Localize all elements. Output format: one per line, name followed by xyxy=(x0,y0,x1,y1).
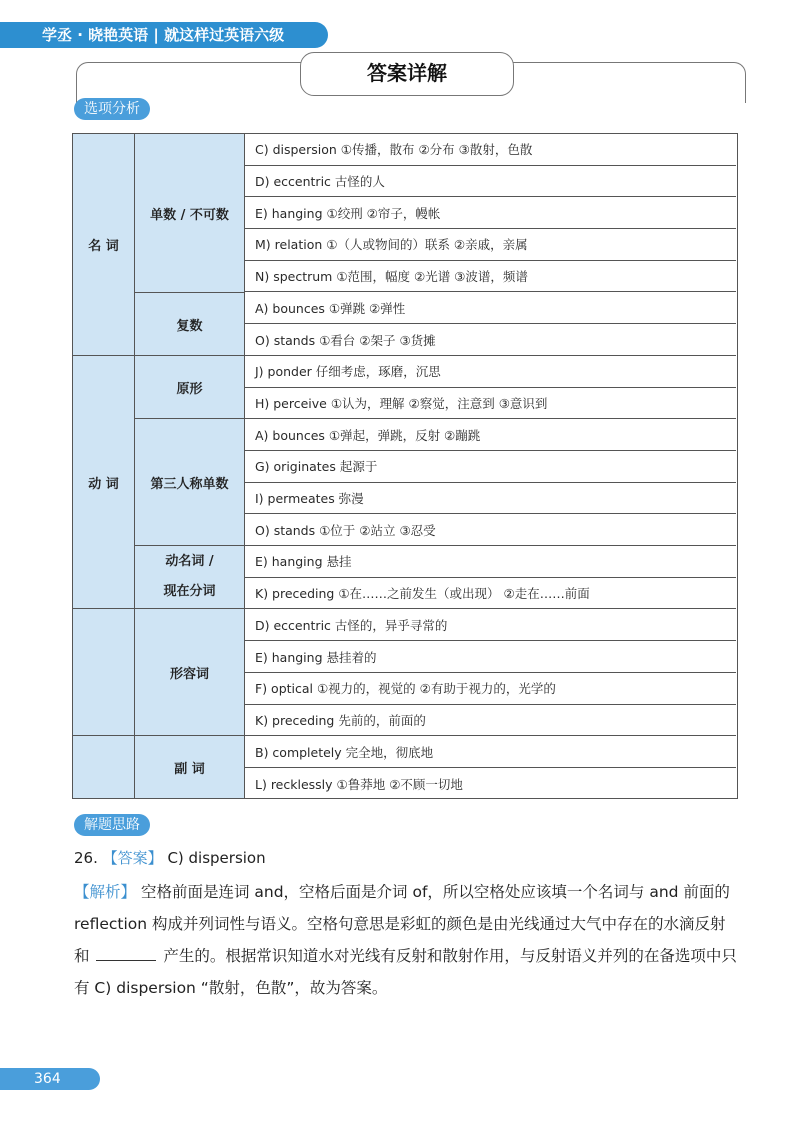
table-row: G) originates 起源于 xyxy=(245,451,736,483)
options-table xyxy=(72,133,738,799)
sub-label: 现在分词 xyxy=(163,584,216,599)
table-row: D) eccentric 古怪的，异乎寻常的 xyxy=(245,610,736,642)
analysis-tag: 【解析】 xyxy=(74,883,137,901)
sub-plural xyxy=(135,293,245,356)
table-row: K) preceding ①在……之前发生（或出现） ②走在……前面 xyxy=(245,578,736,610)
page-title: 答案详解 xyxy=(300,52,514,96)
table-row: I) permeates 弥漫 xyxy=(245,483,736,515)
answer-tag: 【答案】 xyxy=(102,849,163,867)
entries-column xyxy=(245,134,736,798)
book-header-text: 学丞 · 晓艳英语 | 就这样过英语六级 xyxy=(42,26,285,44)
book-header-tab xyxy=(0,22,328,48)
sub-label: 复数 xyxy=(176,318,203,334)
answer-value: C) dispersion xyxy=(167,849,266,867)
analysis-text-1: 空格前面是连词 and，空格后面是介词 of，所以空格处应该填一个名词与 and 前面的 reflection 构成并列词性与语义。空格句意思是彩虹的颜色是由光线通过大气中存在的水滴反射和 xyxy=(74,883,730,965)
table-row: A) bounces ①弹起，弹跳，反射 ②蹦跳 xyxy=(245,419,736,451)
table-row: E) hanging 悬挂着的 xyxy=(245,641,736,673)
table-row: O) stands ①看台 ②架子 ③货摊 xyxy=(245,324,736,356)
sub-label: 副 词 xyxy=(174,761,205,777)
subcategory-column xyxy=(135,134,245,798)
page-number: 364 xyxy=(0,1068,100,1090)
sub-base-form xyxy=(135,356,245,419)
table-row: K) preceding 先前的，前面的 xyxy=(245,705,736,737)
table-row: C) dispersion ①传播，散布 ②分布 ③散射，色散 xyxy=(245,134,736,166)
pos-cell-noun xyxy=(73,134,135,356)
sub-gerund xyxy=(135,546,245,609)
sub-label: 原形 xyxy=(176,381,203,397)
pos-label: 名 词 xyxy=(88,239,119,254)
table-row: N) spectrum ①范围，幅度 ②光谱 ③波谱，频谱 xyxy=(245,261,736,293)
sub-label: 形容词 xyxy=(169,666,209,682)
table-row: D) eccentric 古怪的人 xyxy=(245,166,736,198)
sub-label: 第三人称单数 xyxy=(150,476,229,492)
options-analysis-label: 选项分析 xyxy=(74,98,150,120)
analysis-paragraph xyxy=(74,876,740,1004)
sub-label: 单数 / 不可数 xyxy=(150,207,229,223)
table-row: E) hanging 悬挂 xyxy=(245,546,736,578)
table-row: M) relation ①（人或物间的）联系 ②亲戚，亲属 xyxy=(245,229,736,261)
blank-line xyxy=(96,946,156,961)
pos-column xyxy=(73,134,135,798)
sub-adjective xyxy=(135,609,245,736)
pos-cell-verb xyxy=(73,356,135,609)
pos-cell-adjective xyxy=(73,609,135,736)
answer-line xyxy=(74,847,266,868)
sub-third-person xyxy=(135,419,245,546)
sub-adverb xyxy=(135,736,245,798)
pos-cell-adverb xyxy=(73,736,135,798)
table-row: A) bounces ①弹跳 ②弹性 xyxy=(245,293,736,325)
sub-label: 动名词 / xyxy=(165,554,214,569)
sub-singular xyxy=(135,134,245,293)
solution-label: 解题思路 xyxy=(74,814,150,836)
table-row: J) ponder 仔细考虑，琢磨，沉思 xyxy=(245,356,736,388)
table-row: H) perceive ①认为，理解 ②察觉，注意到 ③意识到 xyxy=(245,388,736,420)
table-row: E) hanging ①绞刑 ②帘子，幔帐 xyxy=(245,197,736,229)
table-row: L) recklessly ①鲁莽地 ②不顾一切地 xyxy=(255,776,463,792)
question-number: 26. xyxy=(74,849,98,867)
table-row: F) optical ①视力的，视觉的 ②有助于视力的，光学的 xyxy=(245,673,736,705)
table-row: B) completely 完全地，彻底地 xyxy=(245,736,736,768)
analysis-text-2: 产生的。根据常识知道水对光线有反射和散射作用，与反射语义并列的在备选项中只有 C) dispersion “散射，色散”，故为答案。 xyxy=(74,947,737,997)
pos-label: 动 词 xyxy=(88,476,119,492)
table-row: O) stands ①位于 ②站立 ③忍受 xyxy=(245,514,736,546)
